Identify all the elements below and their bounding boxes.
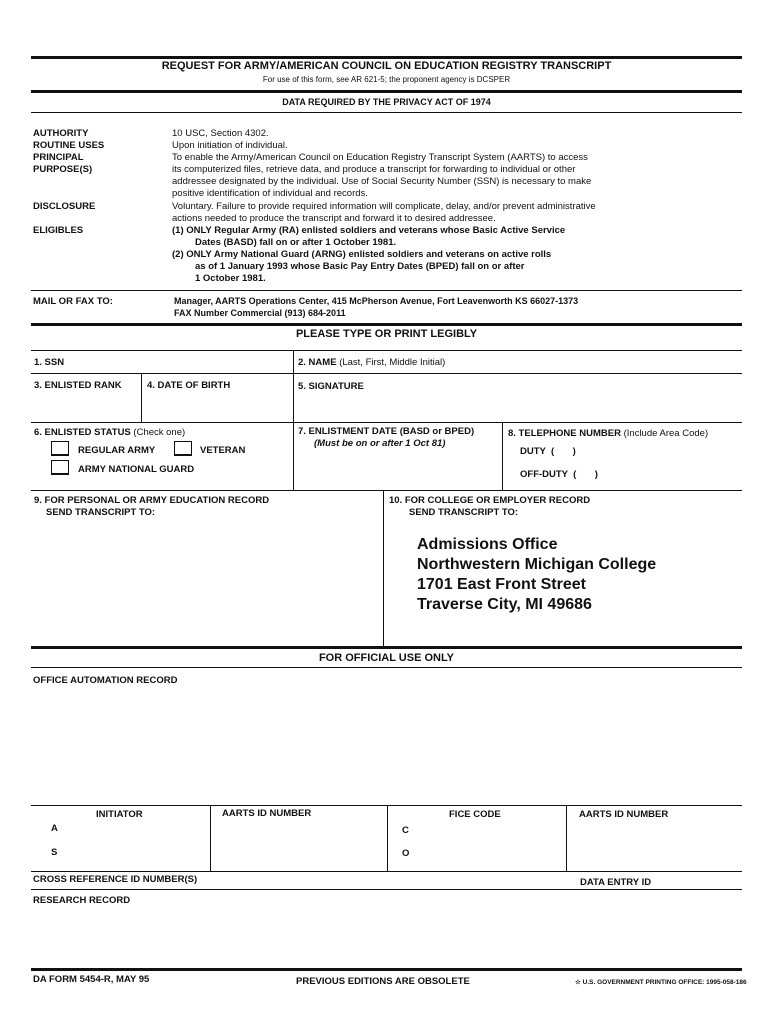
divider	[210, 805, 211, 871]
privacy-line: 1 October 1981.	[195, 273, 266, 284]
privacy-line: as of 1 January 1993 whose Basic Pay Entry Dates (BPED) fall on or after	[195, 261, 525, 272]
data-entry-label: DATA ENTRY ID	[580, 877, 652, 888]
initiator-a: A	[51, 823, 58, 834]
signature-label: 5. SIGNATURE	[298, 381, 364, 392]
privacy-line: 10 USC, Section 4302.	[172, 128, 269, 139]
enlist-date-label: 7. ENLISTMENT DATE (BASD or BPED)	[298, 426, 475, 437]
personal-record-label: 9. FOR PERSONAL OR ARMY EDUCATION RECORD	[34, 495, 270, 506]
status-label: 6. ENLISTED STATUS (Check one)	[34, 427, 186, 438]
label-routine-uses: ROUTINE USES	[33, 140, 105, 151]
research-record-label: RESEARCH RECORD	[33, 895, 131, 906]
cross-reference-label: CROSS REFERENCE ID NUMBER(S)	[33, 874, 198, 885]
address-line-4: Traverse City, MI 49686	[417, 596, 592, 613]
row-rule	[31, 422, 742, 423]
obsolete-notice: PREVIOUS EDITIONS ARE OBSOLETE	[296, 976, 470, 987]
gpo-notice: ☆ U.S. GOVERNMENT PRINTING OFFICE: 1995-058-186	[575, 979, 747, 986]
dob-label: 4. DATE OF BIRTH	[147, 380, 231, 391]
aarts-id-label-1: AARTS ID NUMBER	[222, 808, 312, 819]
privacy-line: actions needed to produce the transcript and forward it to desired addressee.	[172, 213, 496, 224]
privacy-sub-rule	[31, 112, 742, 113]
address-line-3: 1701 East Front Street	[417, 576, 586, 593]
label-disclosure: DISCLOSURE	[33, 201, 96, 212]
please-type-heading: PLEASE TYPE OR PRINT LEGIBLY	[295, 328, 478, 340]
privacy-line: Voluntary. Failure to provide required information will complicate, delay, and/or prevent administrative	[172, 201, 596, 212]
privacy-line: (2) ONLY Army National Guard (ARNG) enlisted soldiers and veterans on active rolls	[172, 249, 552, 260]
national-guard-checkbox[interactable]	[51, 460, 69, 475]
official-use-heading: FOR OFFICIAL USE ONLY	[318, 652, 455, 664]
privacy-rule	[31, 90, 742, 93]
privacy-line: its computerized files, retrieve data, and produce a transcript for forwarding to individual or other	[172, 164, 576, 175]
fax-number: FAX Number Commercial (913) 684-2011	[174, 308, 346, 318]
fice-code-label: FICE CODE	[449, 809, 501, 820]
divider	[387, 805, 388, 871]
initiator-s: S	[51, 847, 58, 858]
label-purposes: PURPOSE(S)	[33, 164, 93, 175]
address-line-1: Admissions Office	[417, 536, 558, 553]
label-eligibles: ELIGIBLES	[33, 225, 84, 236]
national-guard-label: ARMY NATIONAL GUARD	[78, 464, 195, 475]
phone-label: 8. TELEPHONE NUMBER (Include Area Code)	[508, 428, 709, 439]
form-subtitle: For use of this form, see AR 621-5; the proponent agency is DCSPER	[262, 75, 511, 84]
office-automation-label: OFFICE AUTOMATION RECORD	[33, 675, 178, 686]
regular-army-checkbox[interactable]	[51, 441, 69, 456]
official-sub-rule	[31, 667, 742, 668]
divider	[293, 351, 294, 422]
personal-send-to: SEND TRANSCRIPT TO:	[46, 507, 156, 518]
initiator-label: INITIATOR	[96, 809, 143, 820]
address-line-2: Northwestern Michigan College	[417, 556, 657, 573]
privacy-line: addressee designated by the individual. Use of Social Security Number (SSN) is necessary to make	[172, 176, 592, 187]
aarts-id-label-2: AARTS ID NUMBER	[579, 809, 669, 820]
privacy-header: DATA REQUIRED BY THE PRIVACY ACT OF 1974	[282, 97, 491, 107]
fice-o: O	[402, 848, 410, 859]
top-rule	[31, 56, 742, 59]
mail-label: MAIL OR FAX TO:	[33, 296, 113, 307]
row-rule	[31, 490, 742, 491]
privacy-line: positive identification of individual and records.	[172, 188, 368, 199]
name-label: 2. NAME (Last, First, Middle Initial)	[298, 357, 446, 368]
ssn-label: 1. SSN	[34, 357, 65, 368]
regular-army-label: REGULAR ARMY	[78, 445, 156, 456]
fields-top-rule	[31, 350, 742, 351]
divider	[566, 805, 567, 871]
veteran-checkbox[interactable]	[174, 441, 192, 456]
veteran-label: VETERAN	[200, 445, 246, 456]
label-authority: AUTHORITY	[33, 128, 89, 139]
college-send-to: SEND TRANSCRIPT TO:	[409, 507, 519, 518]
grid-bottom-rule	[31, 871, 742, 872]
privacy-line: Upon initiation of individual.	[172, 140, 288, 151]
enlist-date-note: (Must be on or after 1 Oct 81)	[314, 438, 446, 449]
rank-label: 3. ENLISTED RANK	[34, 380, 122, 391]
row-rule	[31, 373, 742, 374]
label-principal: PRINCIPAL	[33, 152, 84, 163]
mail-rule	[31, 290, 742, 291]
cross-ref-rule	[31, 889, 742, 890]
privacy-line: (1) ONLY Regular Army (RA) enlisted soldiers and veterans whose Basic Active Service	[172, 225, 566, 236]
please-type-rule	[31, 323, 742, 326]
privacy-line: Dates (BASD) fall on or after 1 October 1981.	[195, 237, 397, 248]
fice-c: C	[402, 825, 409, 836]
divider	[141, 374, 142, 422]
duty-phone[interactable]: DUTY ( )	[520, 446, 576, 457]
form-title: REQUEST FOR ARMY/AMERICAN COUNCIL ON EDUCATION REGISTRY TRANSCRIPT	[161, 60, 612, 72]
college-record-label: 10. FOR COLLEGE OR EMPLOYER RECORD	[389, 495, 591, 506]
official-rule	[31, 646, 742, 649]
divider	[293, 422, 294, 490]
divider	[383, 490, 384, 646]
footer-rule	[31, 968, 742, 971]
off-duty-phone[interactable]: OFF-DUTY ( )	[520, 469, 598, 480]
privacy-line: To enable the Army/American Council on Education Registry Transcript System (AARTS) to access	[172, 152, 588, 163]
mail-address: Manager, AARTS Operations Center, 415 McPherson Avenue, Fort Leavenworth KS 66027-1373	[174, 296, 579, 306]
divider	[502, 422, 503, 490]
form-id: DA FORM 5454-R, MAY 95	[33, 974, 150, 985]
